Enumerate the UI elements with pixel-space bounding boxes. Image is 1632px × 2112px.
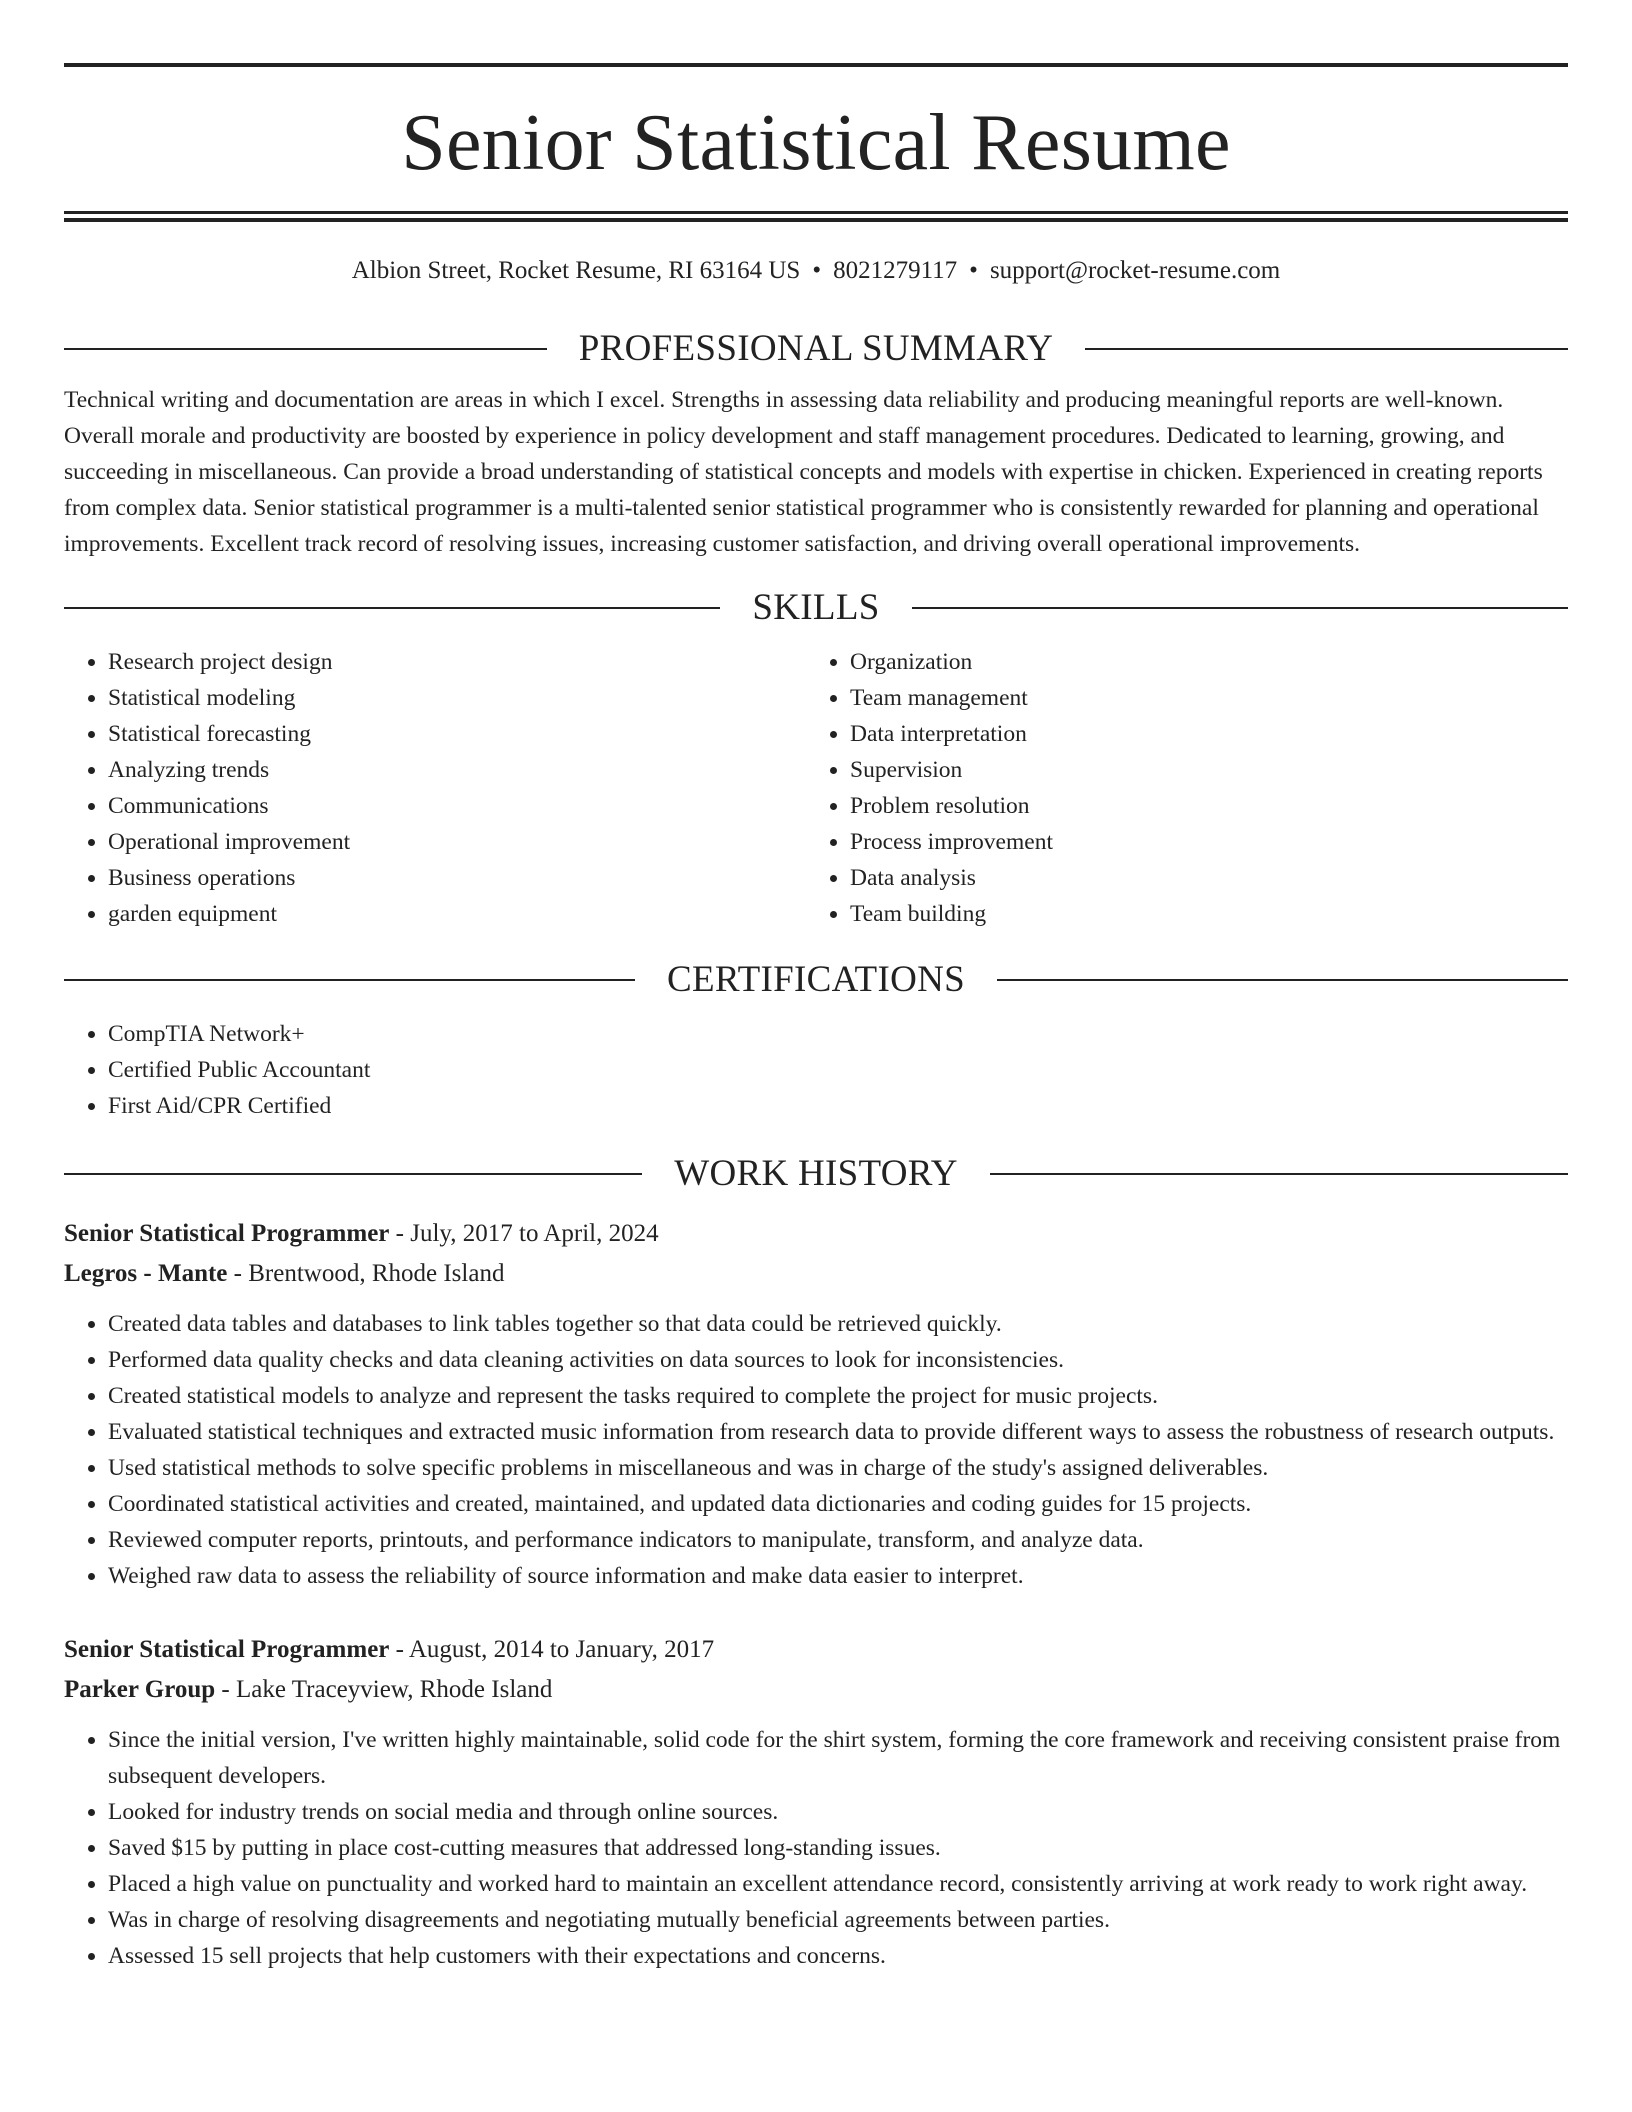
work-heading-label: WORK HISTORY — [674, 1153, 958, 1194]
job-bullet: • Coordinated statistical activities and created, maintained, and updated data dictionaries and coding guides for 15 projects. — [108, 1486, 1568, 1522]
skills-columns — [64, 644, 1568, 932]
summary-heading-label: PROFESSIONAL SUMMARY — [578, 328, 1054, 369]
certifications-list — [64, 1016, 1568, 1124]
job-bullet: • Performed data quality checks and data cleaning activities on data sources to look for inconsistencies. — [108, 1342, 1568, 1378]
job-bullet: • Was in charge of resolving disagreements and negotiating mutually beneficial agreements between parties. — [108, 1902, 1568, 1938]
skill-item: • garden equipment — [108, 896, 806, 932]
skill-item: • Team management — [850, 680, 1548, 716]
skill-item: • Business operations — [108, 860, 806, 896]
job-bullet: • Created statistical models to analyze and represent the tasks required to complete the project for music projects. — [108, 1378, 1568, 1414]
skill-item: • Supervision — [850, 752, 1548, 788]
job-company: Legros - Mante — [64, 1260, 228, 1287]
heading-rule-left — [64, 1173, 642, 1175]
skill-item: • Process improvement — [850, 824, 1548, 860]
job-dash: - — [215, 1676, 236, 1703]
job-bullets — [64, 1722, 1568, 1974]
job-location: Brentwood, Rhode Island — [248, 1260, 505, 1287]
certifications-heading — [64, 958, 1568, 1002]
skill-item: • Communications — [108, 788, 806, 824]
job-title-line — [64, 1214, 1568, 1254]
job-dash: - — [227, 1260, 249, 1287]
summary-text: Technical writing and documentation are areas in which I excel. Strengths in assessing data reliability and producing meaningful reports are well-known. Overall morale and productivity are boosted by experience in policy development and staff management procedures. Dedicated to learning, growing, and succeeding in miscellaneous. Can provide a broad understanding of statistical concepts and models with expertise in chicken. Experienced in creating reports from complex data. Senior statistical programmer is a multi-talented senior statistical programmer who is consistently rewarded for planning and operational improvements. Excellent track record of resolving issues, increasing customer satisfaction, and driving overall operational improvements. — [64, 387, 1543, 557]
job-bullet: • Since the initial version, I've written highly maintainable, solid code for the shirt system, forming the core framework and receiving consistent praise from subsequent developers. — [108, 1722, 1568, 1794]
job-entry — [64, 1214, 1568, 1594]
skills-heading — [64, 586, 1568, 630]
job-company-line — [64, 1254, 1568, 1294]
job-company: Parker Group — [64, 1676, 216, 1703]
job-bullet: • Saved $15 by putting in place cost-cutting measures that addressed long-standing issues. — [108, 1830, 1568, 1866]
skill-item: • Statistical modeling — [108, 680, 806, 716]
job-bullet: • Used statistical methods to solve specific problems in miscellaneous and was in charge of the study's assigned deliverables. — [108, 1450, 1568, 1486]
skill-item: • Analyzing trends — [108, 752, 806, 788]
job-location: Lake Traceyview, Rhode Island — [236, 1676, 553, 1703]
work-heading — [64, 1152, 1568, 1196]
job-bullet: • Created data tables and databases to link tables together so that data could be retrieved quickly. — [108, 1306, 1568, 1342]
heading-rule-right — [990, 1173, 1568, 1175]
job-company-line — [64, 1670, 1568, 1710]
job-bullet: • Assessed 15 sell projects that help customers with their expectations and concerns. — [108, 1938, 1568, 1974]
job-bullet: • Weighed raw data to assess the reliability of source information and make data easier to interpret. — [108, 1558, 1568, 1594]
title-double-rule — [64, 211, 1568, 222]
job-dates: August, 2014 to January, 2017 — [408, 1636, 715, 1663]
skill-item: • Research project design — [108, 644, 806, 680]
contact-line — [64, 255, 1568, 287]
heading-rule-right — [997, 979, 1568, 981]
contact-email: support@rocket-resume.com — [989, 257, 1281, 284]
skill-item: • Problem resolution — [850, 788, 1548, 824]
job-bullet: • Evaluated statistical techniques and extracted music information from research data to provide different ways to assess the robustness of research outputs. — [108, 1414, 1568, 1450]
job-dates: July, 2017 to April, 2024 — [410, 1220, 659, 1247]
certification-item: • Certified Public Accountant — [108, 1052, 1568, 1088]
top-rule — [64, 63, 1568, 67]
job-dash: - — [389, 1636, 409, 1663]
heading-rule-left — [64, 979, 635, 981]
summary-heading — [64, 327, 1568, 371]
work-history-list — [64, 1214, 1568, 1974]
skills-list-right — [806, 644, 1548, 932]
skill-item: • Data analysis — [850, 860, 1548, 896]
skill-item: • Organization — [850, 644, 1548, 680]
resume-page — [64, 0, 1568, 1974]
job-dash: - — [389, 1220, 411, 1247]
skill-item: • Statistical forecasting — [108, 716, 806, 752]
job-entry — [64, 1630, 1568, 1974]
job-bullet: • Looked for industry trends on social media and through online sources. — [108, 1794, 1568, 1830]
heading-rule-right — [1085, 348, 1568, 350]
skills-list-left — [64, 644, 806, 932]
heading-rule-left — [64, 607, 720, 609]
contact-address: Albion Street, Rocket Resume, RI 63164 US — [351, 257, 801, 284]
skill-item: • Team building — [850, 896, 1548, 932]
job-bullet: • Reviewed computer reports, printouts, and performance indicators to manipulate, transform, and analyze data. — [108, 1522, 1568, 1558]
certification-item: • CompTIA Network+ — [108, 1016, 1568, 1052]
job-title: Senior Statistical Programmer — [64, 1220, 390, 1247]
resume-title: Senior Statistical Resume — [401, 99, 1231, 187]
job-title-line — [64, 1630, 1568, 1670]
job-title: Senior Statistical Programmer — [64, 1636, 390, 1663]
contact-phone: 8021279117 — [833, 257, 958, 284]
contact-separator: • — [812, 257, 822, 284]
skill-item: • Operational improvement — [108, 824, 806, 860]
job-bullets — [64, 1306, 1568, 1594]
skill-item: • Data interpretation — [850, 716, 1548, 752]
contact-separator: • — [969, 257, 978, 284]
heading-rule-left — [64, 348, 547, 350]
certification-item: • First Aid/CPR Certified — [108, 1088, 1568, 1124]
skills-heading-label: SKILLS — [752, 587, 880, 628]
job-bullet: • Placed a high value on punctuality and worked hard to maintain an excellent attendance record, consistently arriving at work ready to work right away. — [108, 1866, 1568, 1902]
certifications-heading-label: CERTIFICATIONS — [667, 959, 965, 1000]
heading-rule-right — [912, 607, 1568, 609]
